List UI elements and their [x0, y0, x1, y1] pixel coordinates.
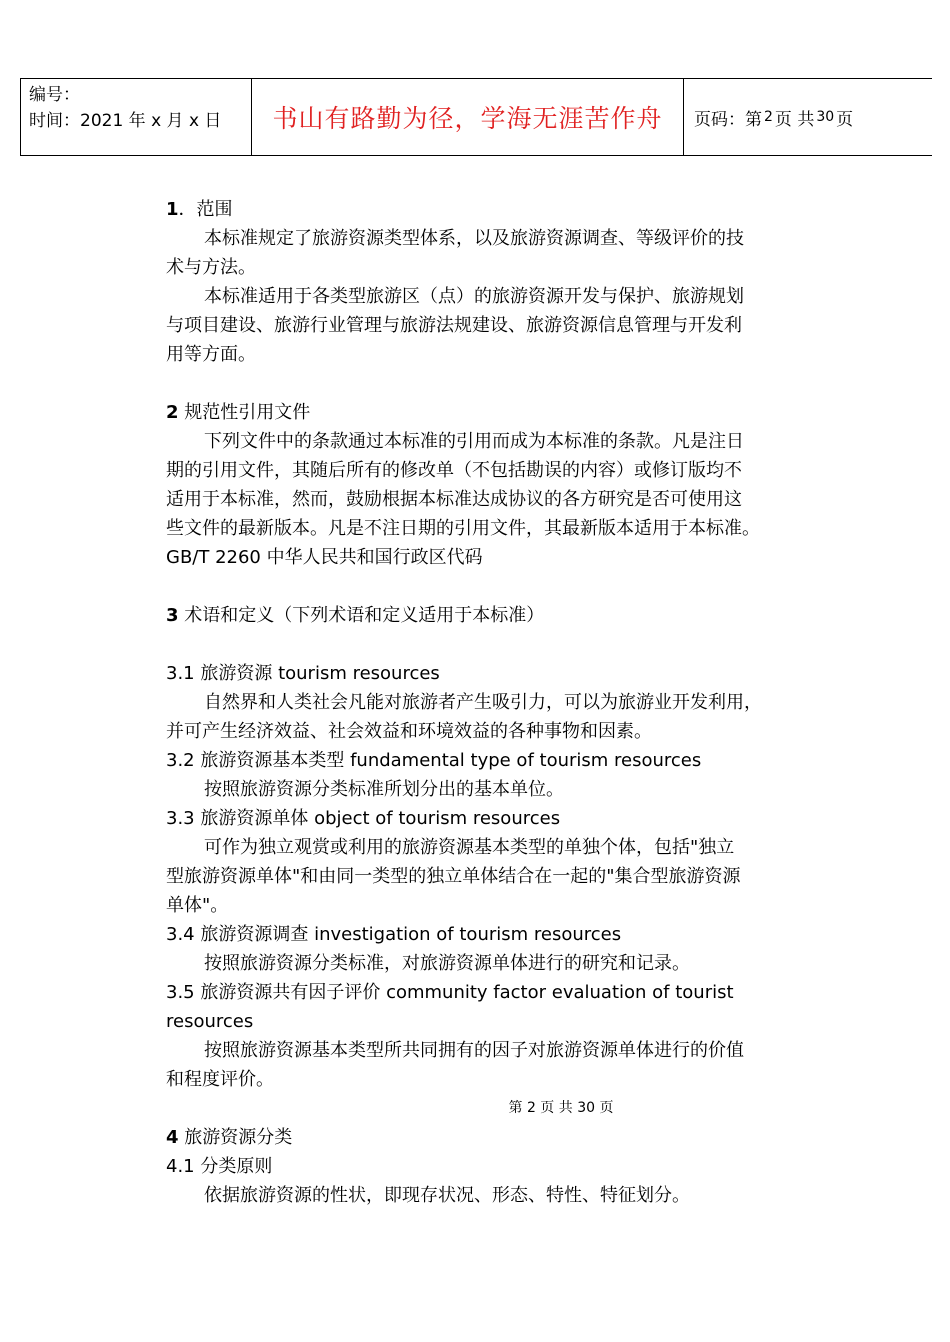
- paragraph-line: 术与方法。: [166, 257, 256, 278]
- page-footer: 第 2 页 共 30 页: [508, 1100, 614, 1116]
- page-num: 2: [764, 109, 773, 125]
- paragraph-line: 些文件的最新版本。凡是不注日期的引用文件，其最新版本适用于本标准。: [166, 518, 760, 539]
- motto-text: 书山有路勤为径，学海无涯苦作舟: [272, 104, 663, 133]
- reference-line: GB/T 2260 中华人民共和国行政区代码: [166, 547, 483, 568]
- paragraph-line: 并可产生经济效益、社会效益和环境效益的各种事物和因素。: [166, 721, 652, 742]
- header-table: [20, 78, 932, 156]
- paragraph-line: 按照旅游资源分类标准所划分出的基本单位。: [204, 779, 564, 800]
- paragraph-line: 按照旅游资源分类标准，对旅游资源单体进行的研究和记录。: [204, 953, 690, 974]
- term-heading: 3.4 旅游资源调查 investigation of tourism resources: [166, 924, 622, 945]
- document-body: [166, 195, 806, 1210]
- section-4-heading: 4 旅游资源分类: [166, 1127, 293, 1148]
- section-3-heading: 3 术语和定义（下列术语和定义适用于本标准）: [166, 605, 545, 626]
- paragraph-line: 下列文件中的条款通过本标准的引用而成为本标准的条款。凡是注日: [204, 431, 744, 452]
- motto-cell: [252, 79, 684, 155]
- header-info-cell: [20, 79, 252, 155]
- page-mid: 页 共: [774, 109, 815, 130]
- term-heading: 3.3 旅游资源单体 object of tourism resources: [166, 808, 561, 829]
- paragraph-line: 和程度评价。: [166, 1069, 274, 1090]
- page-suffix: 页: [836, 109, 854, 130]
- section-1-heading: 1．范围: [166, 199, 233, 220]
- paragraph-line: 型旅游资源单体"和由同一类型的独立单体结合在一起的"集合型旅游资源: [166, 866, 741, 887]
- paragraph-line: 自然界和人类社会凡能对旅游者产生吸引力，可以为旅游业开发利用，: [204, 692, 762, 713]
- term-heading: 3.5 旅游资源共有因子评价 community factor evaluation of tourist: [166, 982, 734, 1003]
- term-heading: 3.2 旅游资源基本类型 fundamental type of tourism resources: [166, 750, 702, 771]
- paragraph-line: 可作为独立观赏或利用的旅游资源基本类型的单独个体，包括"独立: [204, 837, 735, 858]
- paragraph-line: 期的引用文件，其随后所有的修改单（不包括勘误的内容）或修订版均不: [166, 460, 742, 481]
- paragraph-line: 本标准适用于各类型旅游区（点）的旅游资源开发与保护、旅游规划: [204, 286, 744, 307]
- paragraph-line: 单体"。: [166, 895, 229, 916]
- page-number-cell: [684, 79, 932, 155]
- term-heading: 4.1 分类原则: [166, 1156, 273, 1177]
- time-label: 时间：2021 年 x 月 x 日: [29, 111, 222, 131]
- paragraph-line: 依据旅游资源的性状，即现存状况、形态、特性、特征划分。: [204, 1185, 690, 1206]
- term-heading: resources: [166, 1011, 254, 1032]
- term-heading: 3.1 旅游资源 tourism resources: [166, 663, 440, 684]
- serial-label: 编号：: [29, 85, 80, 105]
- paragraph-line: 与项目建设、旅游行业管理与旅游法规建设、旅游资源信息管理与开发利: [166, 315, 742, 336]
- page-total: 30: [816, 109, 835, 125]
- section-2-heading: 2 规范性引用文件: [166, 402, 311, 423]
- page-prefix: 页码：第: [694, 109, 762, 130]
- paragraph-line: 本标准规定了旅游资源类型体系，以及旅游资源调查、等级评价的技: [204, 228, 744, 249]
- paragraph-line: 用等方面。: [166, 344, 256, 365]
- paragraph-line: 按照旅游资源基本类型所共同拥有的因子对旅游资源单体进行的价值: [204, 1040, 744, 1061]
- paragraph-line: 适用于本标准，然而，鼓励根据本标准达成协议的各方研究是否可使用这: [166, 489, 742, 510]
